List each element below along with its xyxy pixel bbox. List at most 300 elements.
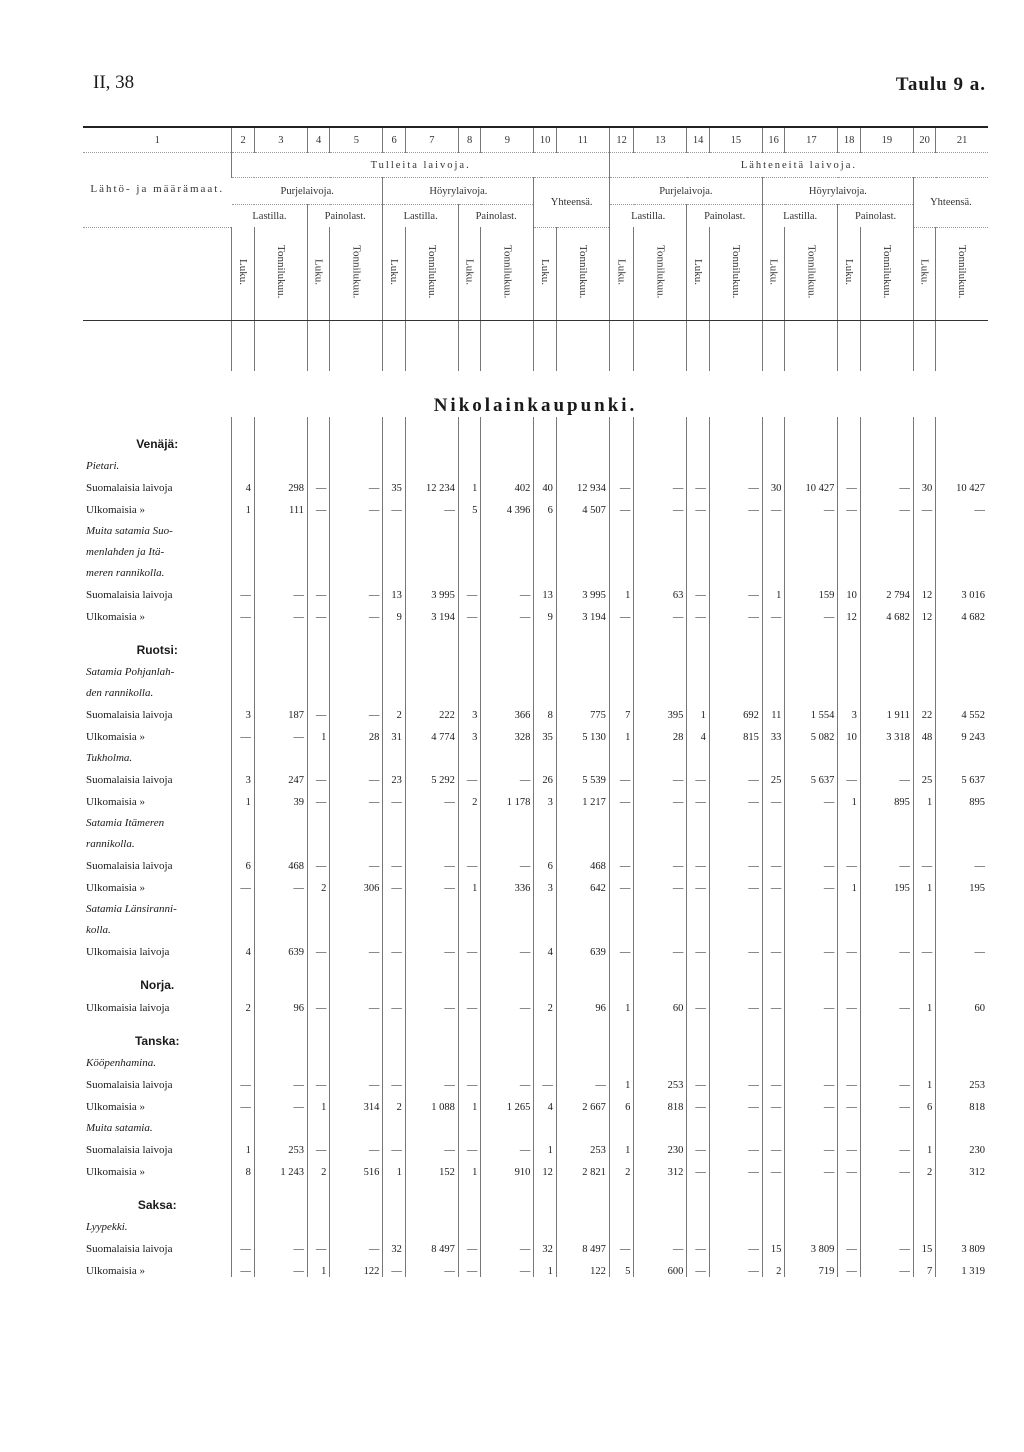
table-cell: 3 995 bbox=[405, 579, 458, 601]
table-cell: 30 bbox=[913, 472, 935, 494]
empty-cell bbox=[913, 915, 935, 936]
table-cell: — bbox=[634, 1233, 687, 1255]
table-cell: — bbox=[687, 936, 709, 958]
table-cell: — bbox=[232, 1091, 254, 1113]
table-cell: 1 bbox=[913, 786, 935, 808]
empty-cell bbox=[785, 1113, 838, 1134]
empty-cell bbox=[785, 320, 838, 371]
empty-cell bbox=[534, 558, 556, 579]
empty-cell bbox=[762, 320, 784, 371]
empty-cell bbox=[860, 417, 913, 451]
empty-cell bbox=[307, 958, 329, 992]
port-name: Pietari. bbox=[86, 459, 120, 472]
empty-cell bbox=[254, 1048, 307, 1069]
table-cell: — bbox=[232, 601, 254, 623]
table-cell: 5 637 bbox=[936, 764, 988, 786]
table-cell: 328 bbox=[481, 721, 534, 743]
empty-cell bbox=[609, 958, 633, 992]
table-cell: — bbox=[709, 1233, 762, 1255]
empty-cell bbox=[936, 623, 988, 657]
table-cell: 1 bbox=[609, 992, 633, 1014]
table-cell: — bbox=[762, 1134, 784, 1156]
table-cell: 3 bbox=[232, 764, 254, 786]
table-cell: — bbox=[762, 601, 784, 623]
empty-cell bbox=[481, 958, 534, 992]
table-cell: 12 934 bbox=[556, 472, 609, 494]
empty-cell bbox=[634, 516, 687, 537]
empty-cell bbox=[936, 417, 988, 451]
table-cell: — bbox=[458, 1069, 480, 1091]
table-cell: — bbox=[687, 786, 709, 808]
table-cell: 5 130 bbox=[556, 721, 609, 743]
table-cell: — bbox=[458, 579, 480, 601]
empty-cell bbox=[232, 915, 254, 936]
table-cell: 1 bbox=[458, 872, 480, 894]
empty-cell bbox=[458, 320, 480, 371]
empty-cell bbox=[709, 958, 762, 992]
total-header: Yhteensä. bbox=[913, 178, 988, 228]
empty-cell bbox=[634, 894, 687, 915]
table-cell: — bbox=[913, 936, 935, 958]
tonnage-header: Tonnilukuu. bbox=[330, 227, 383, 320]
empty-cell bbox=[709, 558, 762, 579]
table-cell: — bbox=[785, 494, 838, 516]
table-cell: — bbox=[860, 1091, 913, 1113]
empty-cell bbox=[534, 516, 556, 537]
empty-cell bbox=[709, 657, 762, 678]
table-cell: — bbox=[458, 850, 480, 872]
table-cell: 15 bbox=[762, 1233, 784, 1255]
table-cell: — bbox=[330, 850, 383, 872]
empty-cell bbox=[913, 623, 935, 657]
empty-cell bbox=[762, 1014, 784, 1048]
table-cell: 10 427 bbox=[936, 472, 988, 494]
empty-cell bbox=[405, 537, 458, 558]
empty-cell bbox=[838, 958, 860, 992]
empty-cell bbox=[709, 678, 762, 699]
empty-cell bbox=[405, 320, 458, 371]
empty-cell bbox=[936, 1048, 988, 1069]
column-number-14: 14 bbox=[687, 128, 709, 153]
table-cell: — bbox=[687, 1255, 709, 1277]
table-cell: 3 809 bbox=[936, 1233, 988, 1255]
table-cell: — bbox=[481, 764, 534, 786]
port-name: Satamia Pohjanlah- bbox=[86, 665, 175, 678]
table-cell: 895 bbox=[860, 786, 913, 808]
row-label: Suomalaisia laivoja bbox=[86, 708, 173, 721]
empty-cell bbox=[481, 743, 534, 764]
empty-cell bbox=[687, 1212, 709, 1233]
table-cell: 5 637 bbox=[785, 764, 838, 786]
empty-cell bbox=[232, 1014, 254, 1048]
empty-cell bbox=[232, 516, 254, 537]
empty-cell bbox=[709, 894, 762, 915]
table-cell: 5 539 bbox=[556, 764, 609, 786]
empty-cell bbox=[687, 1014, 709, 1048]
empty-cell bbox=[785, 623, 838, 657]
table-cell: 230 bbox=[936, 1134, 988, 1156]
table-cell: — bbox=[785, 1069, 838, 1091]
empty-cell bbox=[383, 1048, 405, 1069]
table-cell: — bbox=[458, 1255, 480, 1277]
empty-cell bbox=[458, 1113, 480, 1134]
column-number-8: 8 bbox=[458, 128, 480, 153]
table-cell: — bbox=[762, 494, 784, 516]
table-row bbox=[83, 936, 988, 958]
row-label: Ulkomaisia » bbox=[86, 730, 145, 743]
table-cell: — bbox=[709, 786, 762, 808]
empty-cell bbox=[307, 451, 329, 472]
table-cell: — bbox=[481, 579, 534, 601]
table-cell: — bbox=[481, 601, 534, 623]
empty-cell bbox=[762, 829, 784, 850]
empty-cell bbox=[481, 657, 534, 678]
table-cell: 33 bbox=[762, 721, 784, 743]
table-cell: — bbox=[330, 936, 383, 958]
port-name: Satamia Itämeren bbox=[86, 816, 165, 829]
table-cell: — bbox=[383, 1134, 405, 1156]
empty-cell bbox=[330, 657, 383, 678]
column-number-3: 3 bbox=[254, 128, 307, 153]
empty-cell bbox=[307, 808, 329, 829]
empty-cell bbox=[687, 743, 709, 764]
empty-cell bbox=[534, 1212, 556, 1233]
table-cell: — bbox=[307, 1134, 329, 1156]
empty-cell bbox=[913, 320, 935, 371]
table-cell: — bbox=[330, 1069, 383, 1091]
table-cell: — bbox=[860, 1069, 913, 1091]
empty-cell bbox=[481, 1178, 534, 1212]
table-cell: — bbox=[330, 764, 383, 786]
empty-cell bbox=[307, 537, 329, 558]
column-number-2: 2 bbox=[232, 128, 254, 153]
empty-cell bbox=[838, 829, 860, 850]
empty-cell bbox=[609, 451, 633, 472]
empty-cell bbox=[936, 915, 988, 936]
empty-cell bbox=[936, 1178, 988, 1212]
table-cell: 6 bbox=[609, 1091, 633, 1113]
empty-cell bbox=[534, 1178, 556, 1212]
table-cell: — bbox=[405, 872, 458, 894]
table-cell: 4 774 bbox=[405, 721, 458, 743]
empty-cell bbox=[458, 678, 480, 699]
table-cell: 1 bbox=[307, 721, 329, 743]
cargo-header: Lastilla. bbox=[609, 205, 687, 228]
table-cell: — bbox=[860, 992, 913, 1014]
table-cell: 1 bbox=[232, 494, 254, 516]
table-cell: — bbox=[634, 936, 687, 958]
empty-cell bbox=[534, 451, 556, 472]
arrived-ships-header: Tulleita laivoja. bbox=[232, 153, 609, 178]
table-cell: — bbox=[860, 1255, 913, 1277]
table-cell: — bbox=[709, 494, 762, 516]
empty-cell bbox=[534, 829, 556, 850]
table-cell: — bbox=[762, 936, 784, 958]
table-cell: 4 bbox=[534, 936, 556, 958]
empty-cell bbox=[709, 451, 762, 472]
empty-cell bbox=[609, 1014, 633, 1048]
table-cell: 63 bbox=[634, 579, 687, 601]
table-row bbox=[83, 494, 988, 516]
empty-cell bbox=[762, 1113, 784, 1134]
empty-cell bbox=[687, 894, 709, 915]
empty-cell bbox=[785, 915, 838, 936]
table-cell: — bbox=[913, 494, 935, 516]
empty-cell bbox=[913, 558, 935, 579]
empty-cell bbox=[254, 1113, 307, 1134]
row-label: Ulkomaisia » bbox=[86, 881, 145, 894]
table-cell: — bbox=[254, 1069, 307, 1091]
empty-cell bbox=[458, 1048, 480, 1069]
table-cell: 1 bbox=[232, 786, 254, 808]
steam-ships-header: Höyrylaivoja. bbox=[383, 178, 534, 205]
table-cell: 2 794 bbox=[860, 579, 913, 601]
table-cell: 1 bbox=[838, 872, 860, 894]
table-cell: 12 bbox=[534, 1156, 556, 1178]
table-cell: — bbox=[609, 1233, 633, 1255]
table-cell: — bbox=[232, 1255, 254, 1277]
empty-cell bbox=[936, 829, 988, 850]
table-cell: 1 bbox=[913, 1134, 935, 1156]
empty-cell bbox=[307, 915, 329, 936]
table-cell: 26 bbox=[534, 764, 556, 786]
empty-cell bbox=[687, 1178, 709, 1212]
table-cell: 28 bbox=[634, 721, 687, 743]
empty-cell bbox=[330, 516, 383, 537]
table-cell: — bbox=[254, 1255, 307, 1277]
table-cell: 13 bbox=[383, 579, 405, 601]
country-heading: Venäjä: bbox=[136, 436, 179, 451]
empty-cell bbox=[534, 894, 556, 915]
empty-cell bbox=[634, 743, 687, 764]
empty-cell bbox=[307, 1212, 329, 1233]
table-cell: — bbox=[687, 1233, 709, 1255]
table-cell: 1 bbox=[383, 1156, 405, 1178]
empty-cell bbox=[481, 1048, 534, 1069]
table-cell: — bbox=[838, 936, 860, 958]
empty-cell bbox=[785, 678, 838, 699]
empty-cell bbox=[556, 743, 609, 764]
table-cell: 3 bbox=[534, 786, 556, 808]
table-cell: 298 bbox=[254, 472, 307, 494]
port-name: menlahden ja Itä- bbox=[86, 545, 165, 558]
table-cell: 2 bbox=[913, 1156, 935, 1178]
table-cell: — bbox=[232, 721, 254, 743]
empty-cell bbox=[860, 1048, 913, 1069]
table-cell: — bbox=[860, 764, 913, 786]
table-cell: 10 427 bbox=[785, 472, 838, 494]
table-cell: — bbox=[254, 1233, 307, 1255]
table-cell: — bbox=[838, 494, 860, 516]
empty-cell bbox=[405, 1014, 458, 1048]
empty-cell bbox=[330, 915, 383, 936]
table-cell: — bbox=[785, 1156, 838, 1178]
empty-cell bbox=[762, 657, 784, 678]
empty-cell bbox=[785, 516, 838, 537]
empty-cell bbox=[709, 1212, 762, 1233]
empty-cell bbox=[330, 1113, 383, 1134]
empty-cell bbox=[458, 1178, 480, 1212]
table-cell: — bbox=[838, 992, 860, 1014]
table-cell: — bbox=[458, 936, 480, 958]
table-cell: 32 bbox=[534, 1233, 556, 1255]
empty-cell bbox=[860, 894, 913, 915]
empty-cell bbox=[936, 558, 988, 579]
country-heading: Norja. bbox=[140, 977, 175, 992]
empty-cell bbox=[860, 657, 913, 678]
table-cell: 3 bbox=[458, 721, 480, 743]
table-cell: — bbox=[687, 872, 709, 894]
empty-cell bbox=[405, 958, 458, 992]
count-header: Luku. bbox=[307, 227, 329, 320]
column-number-15: 15 bbox=[709, 128, 762, 153]
table-cell: — bbox=[330, 494, 383, 516]
table-cell: — bbox=[405, 936, 458, 958]
empty-cell bbox=[330, 743, 383, 764]
empty-cell bbox=[913, 894, 935, 915]
table-cell: 818 bbox=[634, 1091, 687, 1113]
empty-cell bbox=[913, 1178, 935, 1212]
empty-cell bbox=[936, 516, 988, 537]
empty-cell bbox=[609, 678, 633, 699]
empty-cell bbox=[556, 894, 609, 915]
table-cell: 4 bbox=[534, 1091, 556, 1113]
empty-cell bbox=[458, 894, 480, 915]
table-cell: — bbox=[458, 1233, 480, 1255]
table-cell: 600 bbox=[634, 1255, 687, 1277]
table-cell: 775 bbox=[556, 699, 609, 721]
empty-cell bbox=[634, 1212, 687, 1233]
table-cell: — bbox=[785, 992, 838, 1014]
empty-cell bbox=[330, 537, 383, 558]
table-row bbox=[83, 699, 988, 721]
empty-cell bbox=[860, 1113, 913, 1134]
table-cell: — bbox=[307, 936, 329, 958]
table-cell: — bbox=[307, 786, 329, 808]
empty-cell bbox=[481, 558, 534, 579]
tonnage-header: Tonnilukuu. bbox=[254, 227, 307, 320]
empty-cell bbox=[383, 1212, 405, 1233]
column-number-20: 20 bbox=[913, 128, 935, 153]
empty-cell bbox=[634, 623, 687, 657]
empty-cell bbox=[254, 451, 307, 472]
table-cell: — bbox=[687, 1134, 709, 1156]
table-cell: — bbox=[687, 850, 709, 872]
empty-cell bbox=[609, 623, 633, 657]
empty-cell bbox=[254, 417, 307, 451]
empty-cell bbox=[405, 623, 458, 657]
empty-cell bbox=[383, 958, 405, 992]
empty-cell bbox=[307, 678, 329, 699]
empty-cell bbox=[330, 1048, 383, 1069]
empty-cell bbox=[838, 1113, 860, 1134]
empty-cell bbox=[762, 1178, 784, 1212]
empty-cell bbox=[556, 678, 609, 699]
table-cell: — bbox=[687, 764, 709, 786]
table-cell: 1 bbox=[307, 1255, 329, 1277]
table-cell: 336 bbox=[481, 872, 534, 894]
sail-ships-header: Purjelaivoja. bbox=[609, 178, 762, 205]
table-cell: — bbox=[687, 992, 709, 1014]
empty-cell bbox=[687, 678, 709, 699]
table-cell: 253 bbox=[556, 1134, 609, 1156]
empty-cell bbox=[709, 320, 762, 371]
table-cell: — bbox=[709, 992, 762, 1014]
table-cell: — bbox=[709, 872, 762, 894]
empty-cell bbox=[458, 657, 480, 678]
empty-cell bbox=[330, 417, 383, 451]
table-cell: 1 319 bbox=[936, 1255, 988, 1277]
table-cell: — bbox=[330, 579, 383, 601]
table-cell: 4 396 bbox=[481, 494, 534, 516]
table-cell: 639 bbox=[254, 936, 307, 958]
table-cell: 910 bbox=[481, 1156, 534, 1178]
table-cell: — bbox=[481, 1255, 534, 1277]
empty-cell bbox=[232, 451, 254, 472]
table-cell: — bbox=[307, 579, 329, 601]
empty-cell bbox=[458, 829, 480, 850]
table-row bbox=[83, 601, 988, 623]
table-cell: — bbox=[785, 872, 838, 894]
table-cell: 4 bbox=[687, 721, 709, 743]
empty-cell bbox=[254, 558, 307, 579]
table-cell: 187 bbox=[254, 699, 307, 721]
empty-cell bbox=[762, 623, 784, 657]
empty-cell bbox=[838, 451, 860, 472]
table-cell: — bbox=[634, 472, 687, 494]
empty-cell bbox=[687, 915, 709, 936]
empty-cell bbox=[254, 958, 307, 992]
empty-cell bbox=[383, 808, 405, 829]
column-number-13: 13 bbox=[634, 128, 687, 153]
table-cell: 3 194 bbox=[556, 601, 609, 623]
empty-cell bbox=[232, 417, 254, 451]
empty-cell bbox=[307, 829, 329, 850]
empty-cell bbox=[913, 451, 935, 472]
table-cell: 5 292 bbox=[405, 764, 458, 786]
empty-cell bbox=[687, 320, 709, 371]
empty-cell bbox=[556, 1113, 609, 1134]
table-cell: 3 bbox=[838, 699, 860, 721]
table-cell: 40 bbox=[534, 472, 556, 494]
table-cell: 30 bbox=[762, 472, 784, 494]
empty-cell bbox=[307, 320, 329, 371]
empty-cell bbox=[913, 417, 935, 451]
country-heading: Tanska: bbox=[134, 1033, 180, 1048]
table-cell: — bbox=[481, 1233, 534, 1255]
empty-cell bbox=[405, 558, 458, 579]
table-cell: — bbox=[330, 472, 383, 494]
empty-cell bbox=[838, 657, 860, 678]
table-cell: — bbox=[913, 850, 935, 872]
table-cell: 402 bbox=[481, 472, 534, 494]
table-cell: — bbox=[405, 786, 458, 808]
empty-cell bbox=[458, 1014, 480, 1048]
table-cell: — bbox=[785, 850, 838, 872]
table-cell: — bbox=[481, 992, 534, 1014]
empty-cell bbox=[254, 516, 307, 537]
empty-cell bbox=[383, 417, 405, 451]
empty-cell bbox=[860, 958, 913, 992]
country-heading: Ruotsi: bbox=[136, 642, 178, 657]
table-cell: 468 bbox=[254, 850, 307, 872]
empty-cell bbox=[556, 1014, 609, 1048]
table-cell: 122 bbox=[556, 1255, 609, 1277]
row-label: Ulkomaisia » bbox=[86, 1264, 145, 1277]
empty-cell bbox=[860, 516, 913, 537]
table-cell: 306 bbox=[330, 872, 383, 894]
empty-cell bbox=[785, 743, 838, 764]
